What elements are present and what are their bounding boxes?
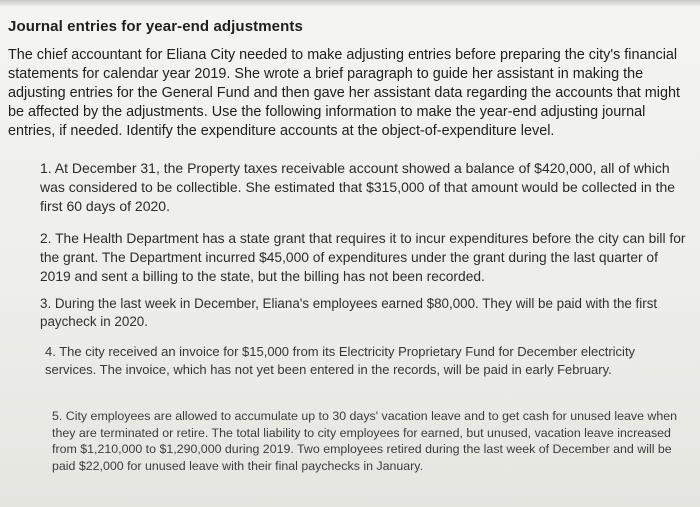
list-item-5	[52, 408, 682, 474]
list-item-2	[40, 229, 690, 286]
document-title: Journal entries for year-end adjustments	[8, 18, 303, 35]
list-item-4	[45, 343, 685, 378]
list-item-text: 3. During the last week in December, Eliana's employees earned $80,000. They will be paid with the first paycheck in 2020.	[40, 296, 658, 329]
list-item-1	[40, 159, 690, 216]
intro-paragraph	[8, 46, 692, 141]
page-top-edge	[0, 0, 700, 6]
list-item-3	[40, 295, 690, 331]
list-item-text: 4. The city received an invoice for $15,000 from its Electricity Proprietary Fund for December electricity services. The invoice, which has not yet been entered in the records, will be paid in early February.	[45, 344, 636, 377]
list-item-text: 2. The Health Department has a state grant that requires it to incur expenditures before the city can bill for the grant. The Department incurred $45,000 of expenditures under the grant during the last quarter of 2019 and sent a billing to the state, but the billing has not been recorded.	[40, 231, 686, 284]
list-item-text: 5. City employees are allowed to accumulate up to 30 days' vacation leave and to get cash for unused leave when they are terminated or retire. The total liability to city employees for earned, but unused, vacation leave increased from $1,210,000 to $1,290,000 during 2019. Two employees retired during the last week of December and will be paid $22,000 for unused leave with their final paychecks in January.	[52, 409, 678, 473]
list-item-text: 1. At December 31, the Property taxes receivable account showed a balance of $420,000, all of which was considered to be collectible. She estimated that $315,000 of that amount would be collected in the first 60 days of 2020.	[40, 160, 676, 214]
intro-text: The chief accountant for Eliana City needed to make adjusting entries before preparing the city's financial statements for calendar year 2019. She wrote a brief paragraph to guide her assistant in making the adjusting entries for the General Fund and then gave her assistant data regarding the accounts that might be affected by the adjustments. Use the following information to make the year-end adjusting journal entries, if needed. Identify the expenditure accounts at the object-of-expenditure level.	[8, 47, 680, 139]
